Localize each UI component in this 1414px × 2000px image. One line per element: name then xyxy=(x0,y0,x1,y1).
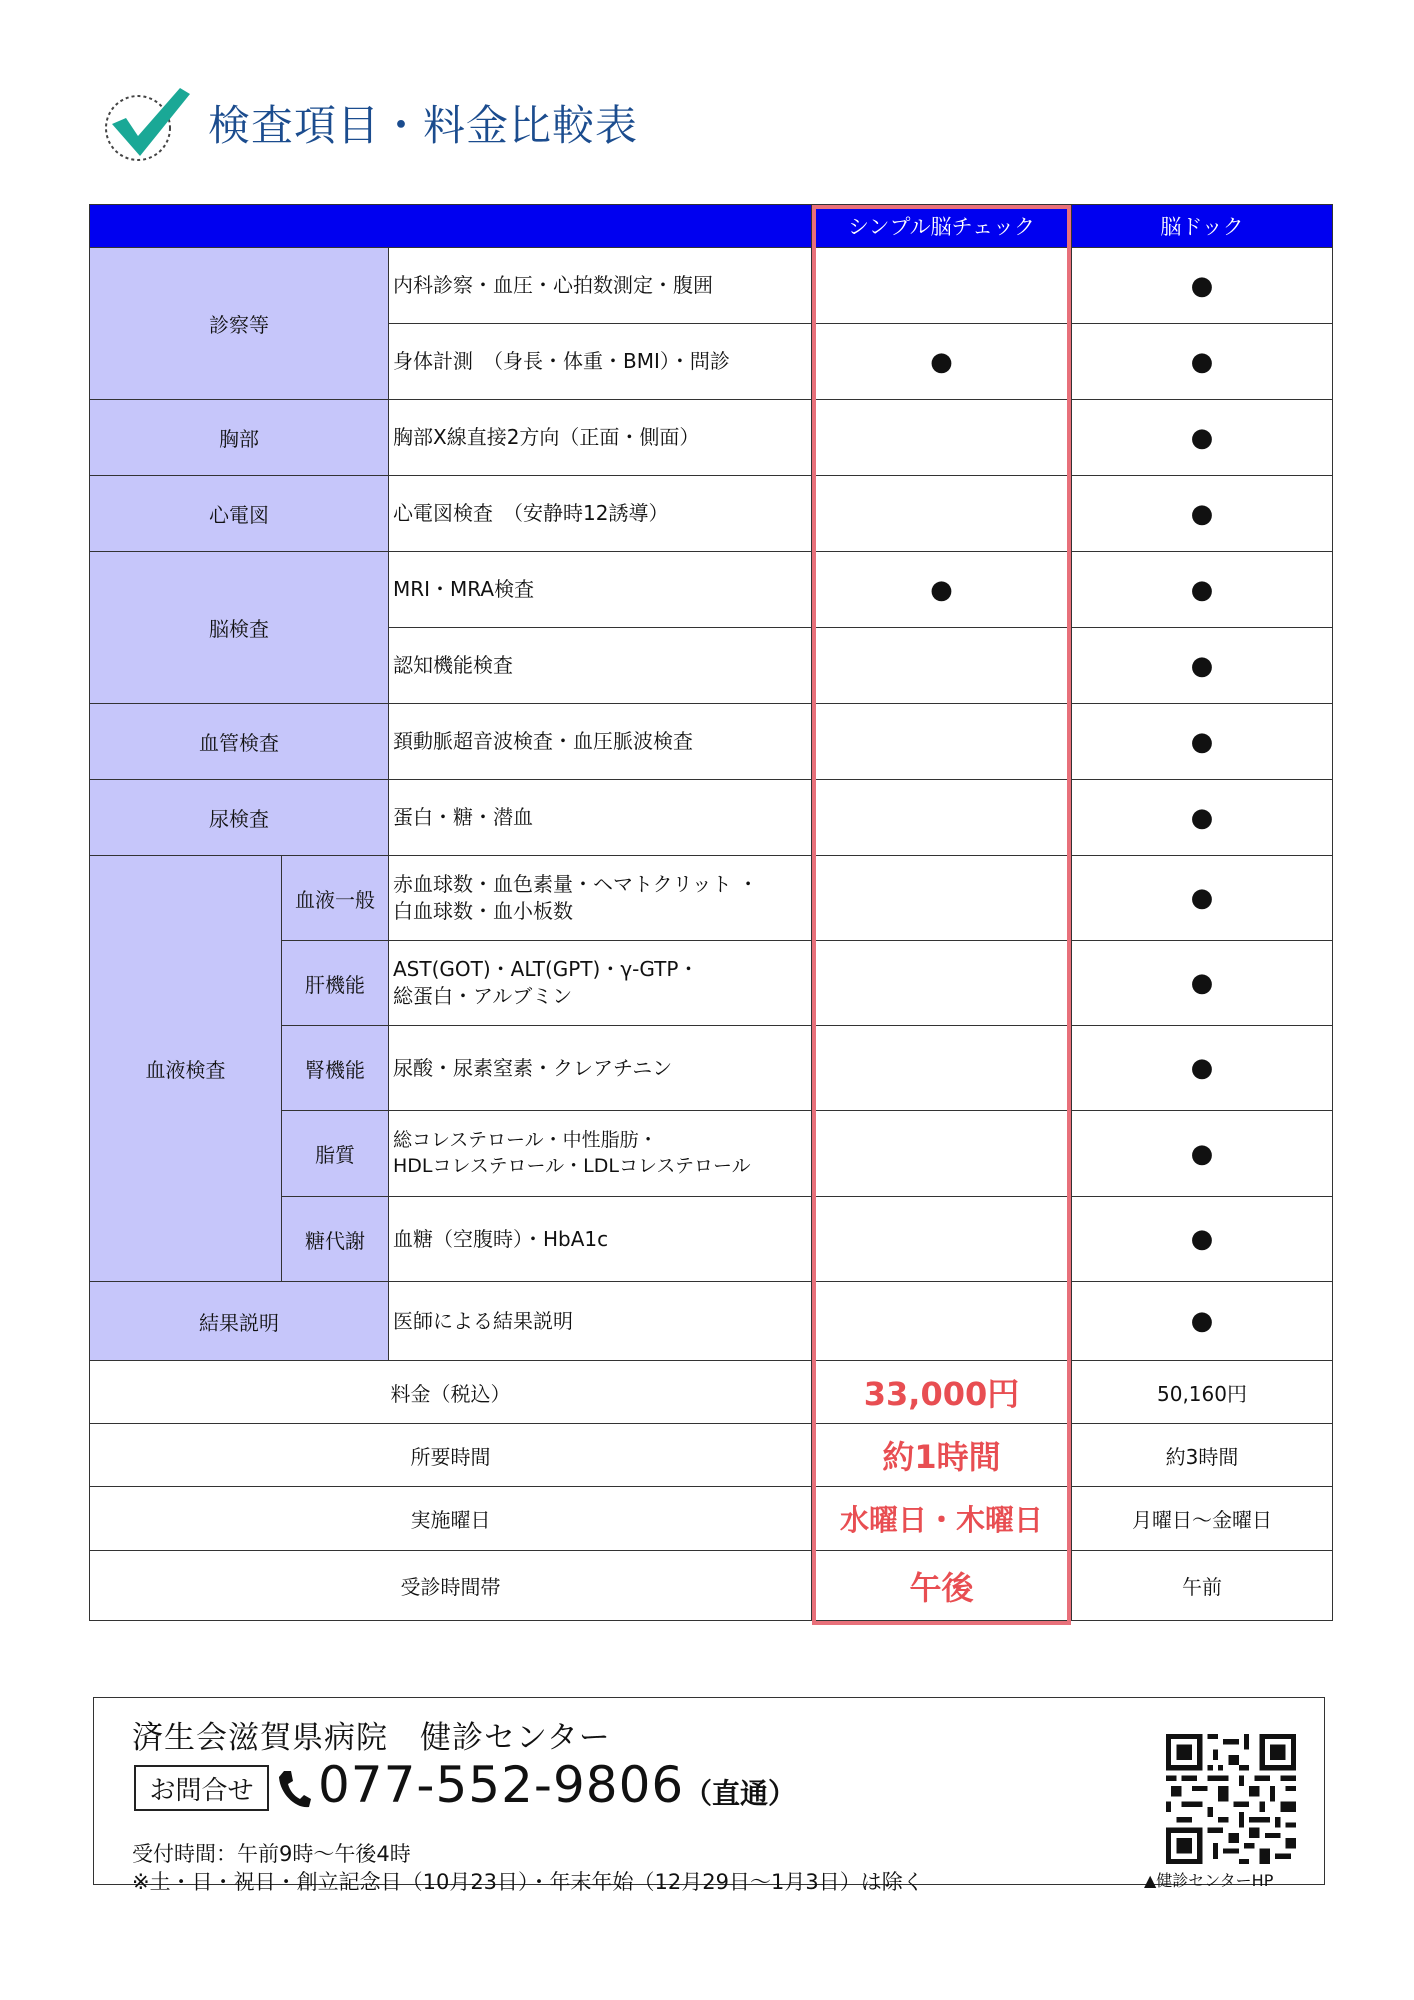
item-vessel: 頚動脈超音波検査・血圧脈波検査 xyxy=(389,704,812,780)
mark-dock-blood-general: ● xyxy=(1072,856,1333,941)
mark-simple-vessel xyxy=(812,704,1072,780)
price-simple: 33,000円 xyxy=(812,1361,1072,1424)
inquiry-tag: お問合せ xyxy=(134,1765,269,1811)
table-row xyxy=(90,248,1333,324)
price-row xyxy=(90,1361,1333,1424)
item-brain1: MRI・MRA検査 xyxy=(389,552,812,628)
category-ecg: 心電図 xyxy=(90,476,389,552)
direct-line-note: （直通） xyxy=(684,1777,797,1810)
comparison-table xyxy=(89,204,1333,1621)
mark-simple-sugar xyxy=(812,1197,1072,1282)
category-lipid: 脂質 xyxy=(282,1111,389,1197)
mark-dock-sugar: ● xyxy=(1072,1197,1333,1282)
item-liver-line1: AST(GOT)・ALT(GPT)・γ‐GTP・ xyxy=(393,957,699,981)
qr-code-icon[interactable] xyxy=(1166,1734,1296,1864)
item-brain2: 認知機能検査 xyxy=(389,628,812,704)
item-sugar: 血糖（空腹時）・HbA1c xyxy=(389,1197,812,1282)
qr-caption: ▲健診センターHP xyxy=(1144,1871,1274,1890)
page-title: 検査項目・料金比較表 xyxy=(208,101,639,150)
phone-number[interactable]: 077-552-9806 xyxy=(318,1756,685,1814)
closed-days-note: ※土・日・祝日・創立記念日（10月23日）・年末年始（12月29日～1月3日）は除く xyxy=(132,1870,924,1894)
column-brain-dock: 脳ドック xyxy=(1072,205,1333,248)
mark-dock-kidney: ● xyxy=(1072,1026,1333,1111)
table-row xyxy=(90,476,1333,552)
item-urine: 蛋白・糖・潜血 xyxy=(389,780,812,856)
duration-row xyxy=(90,1424,1333,1487)
mark-dock-brain2: ● xyxy=(1072,628,1333,704)
category-result: 結果説明 xyxy=(90,1282,389,1361)
checkmark-icon xyxy=(98,80,194,166)
mark-dock-result: ● xyxy=(1072,1282,1333,1361)
time-simple: 午後 xyxy=(812,1551,1072,1621)
item-blood-general-line1: 赤血球数・血色素量・ヘマトクリット ・ xyxy=(393,872,759,896)
item-ecg: 心電図検査 （安静時12誘導） xyxy=(389,476,812,552)
mark-simple-blood-general xyxy=(812,856,1072,941)
page-header xyxy=(98,80,638,166)
item-exam1: 内科診察・血圧・心拍数測定・腹囲 xyxy=(389,248,812,324)
mark-simple-lipid xyxy=(812,1111,1072,1197)
mark-simple-kidney xyxy=(812,1026,1072,1111)
mark-simple-brain2 xyxy=(812,628,1072,704)
item-lipid-line2: HDLコレステロール・LDLコレステロール xyxy=(393,1154,751,1177)
contact-box xyxy=(93,1697,1325,1894)
item-blood-general-line2: 白血球数・血小板数 xyxy=(393,899,573,923)
days-label: 実施曜日 xyxy=(90,1487,812,1551)
phone-icon xyxy=(276,1768,312,1810)
mark-dock-exam1: ● xyxy=(1072,248,1333,324)
category-blood: 血液検査 xyxy=(90,856,282,1282)
reception-hours: 受付時間：午前9時～午後4時 xyxy=(132,1842,411,1866)
mark-dock-chest: ● xyxy=(1072,400,1333,476)
item-liver-line2: 総蛋白・アルブミン xyxy=(393,984,573,1008)
mark-dock-liver: ● xyxy=(1072,941,1333,1026)
header-blank-cell xyxy=(90,205,812,248)
table-row xyxy=(90,704,1333,780)
duration-simple: 約1時間 xyxy=(812,1424,1072,1487)
category-sugar: 糖代謝 xyxy=(282,1197,389,1282)
mark-simple-chest xyxy=(812,400,1072,476)
category-blood-general: 血液一般 xyxy=(282,856,389,941)
item-kidney: 尿酸・尿素窒素・クレアチニン xyxy=(389,1026,812,1111)
item-exam2: 身体計測 （身長・体重・BMI）・問診 xyxy=(389,324,812,400)
table-header-row xyxy=(90,205,1333,248)
price-dock: 50,160円 xyxy=(1072,1361,1333,1424)
mark-simple-urine xyxy=(812,780,1072,856)
days-row xyxy=(90,1487,1333,1551)
mark-dock-vessel: ● xyxy=(1072,704,1333,780)
table-row xyxy=(90,552,1333,628)
duration-dock: 約3時間 xyxy=(1072,1424,1333,1487)
column-simple-brain-check: シンプル脳チェック xyxy=(812,205,1072,248)
days-dock: 月曜日～金曜日 xyxy=(1072,1487,1333,1551)
mark-simple-ecg xyxy=(812,476,1072,552)
mark-dock-exam2: ● xyxy=(1072,324,1333,400)
time-row xyxy=(90,1551,1333,1621)
item-result: 医師による結果説明 xyxy=(389,1282,812,1361)
table-row xyxy=(90,1282,1333,1361)
table-row xyxy=(90,780,1333,856)
mark-simple-result xyxy=(812,1282,1072,1361)
mark-dock-ecg: ● xyxy=(1072,476,1333,552)
mark-simple-exam1 xyxy=(812,248,1072,324)
mark-dock-brain1: ● xyxy=(1072,552,1333,628)
table-row xyxy=(90,400,1333,476)
category-chest: 胸部 xyxy=(90,400,389,476)
price-label: 料金（税込） xyxy=(90,1361,812,1424)
duration-label: 所要時間 xyxy=(90,1424,812,1487)
mark-simple-exam2: ● xyxy=(812,324,1072,400)
time-label: 受診時間帯 xyxy=(90,1551,812,1621)
mark-simple-brain1: ● xyxy=(812,552,1072,628)
center-name: 済生会滋賀県病院 健診センター xyxy=(132,1720,611,1756)
category-exam: 診察等 xyxy=(90,248,389,400)
item-lipid-line1: 総コレステロール・中性脂肪・ xyxy=(393,1128,658,1151)
category-vessel: 血管検査 xyxy=(90,704,389,780)
time-dock: 午前 xyxy=(1072,1551,1333,1621)
category-urine: 尿検査 xyxy=(90,780,389,856)
mark-dock-urine: ● xyxy=(1072,780,1333,856)
mark-simple-liver xyxy=(812,941,1072,1026)
item-liver xyxy=(389,941,812,1026)
category-brain: 脳検査 xyxy=(90,552,389,704)
item-blood-general xyxy=(389,856,812,941)
item-lipid xyxy=(389,1111,812,1197)
category-kidney: 腎機能 xyxy=(282,1026,389,1111)
item-chest: 胸部X線直接2方向（正面・側面） xyxy=(389,400,812,476)
days-simple: 水曜日・木曜日 xyxy=(812,1487,1072,1551)
category-liver: 肝機能 xyxy=(282,941,389,1026)
mark-dock-lipid: ● xyxy=(1072,1111,1333,1197)
table-row xyxy=(90,856,1333,941)
